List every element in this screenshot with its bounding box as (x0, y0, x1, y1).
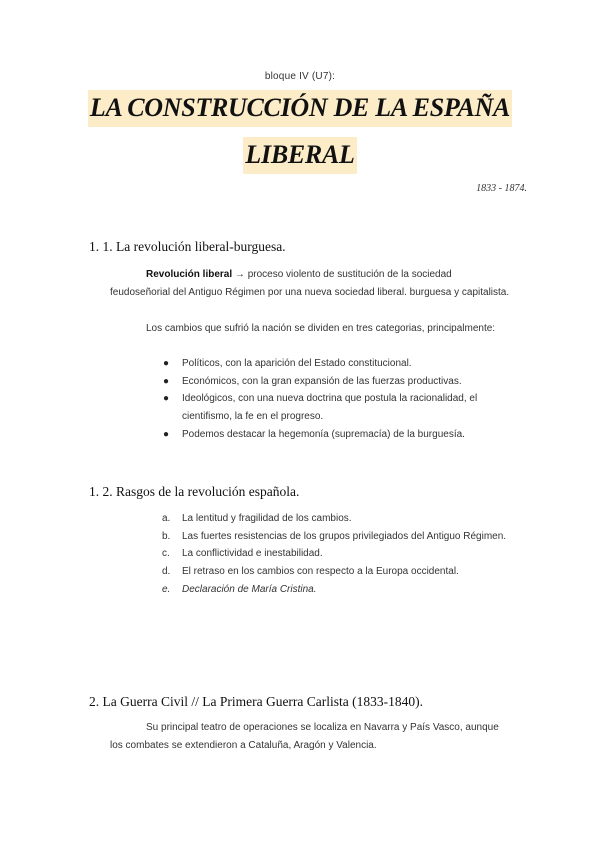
indent (110, 323, 146, 334)
definition-text: proceso violento de sustitución de la sociedad feudoseñorial del Antiguo Régimen por una nueva sociedad liberal. burguesa y capitalista. (110, 269, 510, 298)
list-marker: d. (162, 566, 171, 578)
list-item (162, 545, 520, 563)
traits-lettered-list (162, 510, 520, 599)
bullet-icon: ● (163, 358, 170, 369)
section-heading-revolucion: 1. 1. La revolución liberal-burguesa. (89, 239, 286, 254)
item-text: El retraso en los cambios con respecto a la Europa occidental. (182, 566, 459, 578)
list-marker: b. (162, 530, 171, 542)
list-item (162, 426, 520, 444)
item-text: La lentitud y fragilidad de los cambios. (182, 513, 352, 524)
list-item (162, 581, 520, 599)
definition-term: Revolución liberal (146, 269, 233, 280)
date-range: 1833 - 1874. (476, 183, 527, 194)
indent (110, 722, 146, 733)
arrow-icon: → (234, 269, 245, 280)
section-heading-rasgos: 1. 2. Rasgos de la revolución española. (89, 484, 300, 499)
item-text: Declaración de María Cristina. (182, 583, 317, 595)
bullet-icon: ● (163, 428, 170, 440)
bullet-icon: ● (163, 393, 170, 405)
list-item (162, 510, 520, 528)
list-item (162, 355, 520, 373)
list-item (162, 563, 520, 581)
bullet-text: Económicos, con la gran expansión de las fuerzas productivas. (182, 375, 462, 387)
section-heading-guerra-carlista: 2. La Guerra Civil // La Primera Guerra Carlista (1833-1840). (89, 694, 424, 709)
title-text-1: LA CONSTRUCCIÓN DE LA ESPAÑA (88, 90, 512, 127)
title-text-2: LIBERAL (243, 137, 356, 174)
war-text: Su principal teatro de operaciones se localiza en Navarra y País Vasco, aunque los combates se extendieron a Cataluña, Aragón y Valencia. (110, 722, 499, 751)
list-item (162, 390, 520, 425)
item-text: La conflictividad e inestabilidad. (182, 548, 323, 560)
list-marker: c. (162, 548, 170, 560)
block-subtitle: bloque IV (U7): (264, 71, 336, 82)
definition-paragraph (110, 266, 510, 301)
indent (110, 269, 146, 280)
bullet-text: Podemos destacar la hegemonía (supremacía) de la burguesía. (182, 428, 465, 440)
changes-intro-paragraph (110, 320, 510, 338)
list-marker: e. (162, 583, 171, 595)
bullet-icon: ● (163, 375, 170, 387)
title-line-2 (0, 140, 600, 170)
list-item (162, 373, 520, 391)
bullet-text: Ideológicos, con una nueva doctrina que postula la racionalidad, el cientifismo, la fe en el progreso. (182, 393, 478, 423)
bullet-text: Políticos, con la aparición del Estado constitucional. (182, 358, 412, 369)
changes-intro-text: Los cambios que sufrió la nación se dividen en tres categorias, principalmente: (146, 323, 496, 334)
item-text: Las fuertes resistencias de los grupos privilegiados del Antiguo Régimen. (182, 530, 507, 542)
war-paragraph (110, 719, 510, 754)
list-item (162, 528, 520, 546)
title-line-1 (0, 93, 600, 123)
changes-bullet-list (162, 355, 520, 444)
list-marker: a. (162, 513, 171, 524)
